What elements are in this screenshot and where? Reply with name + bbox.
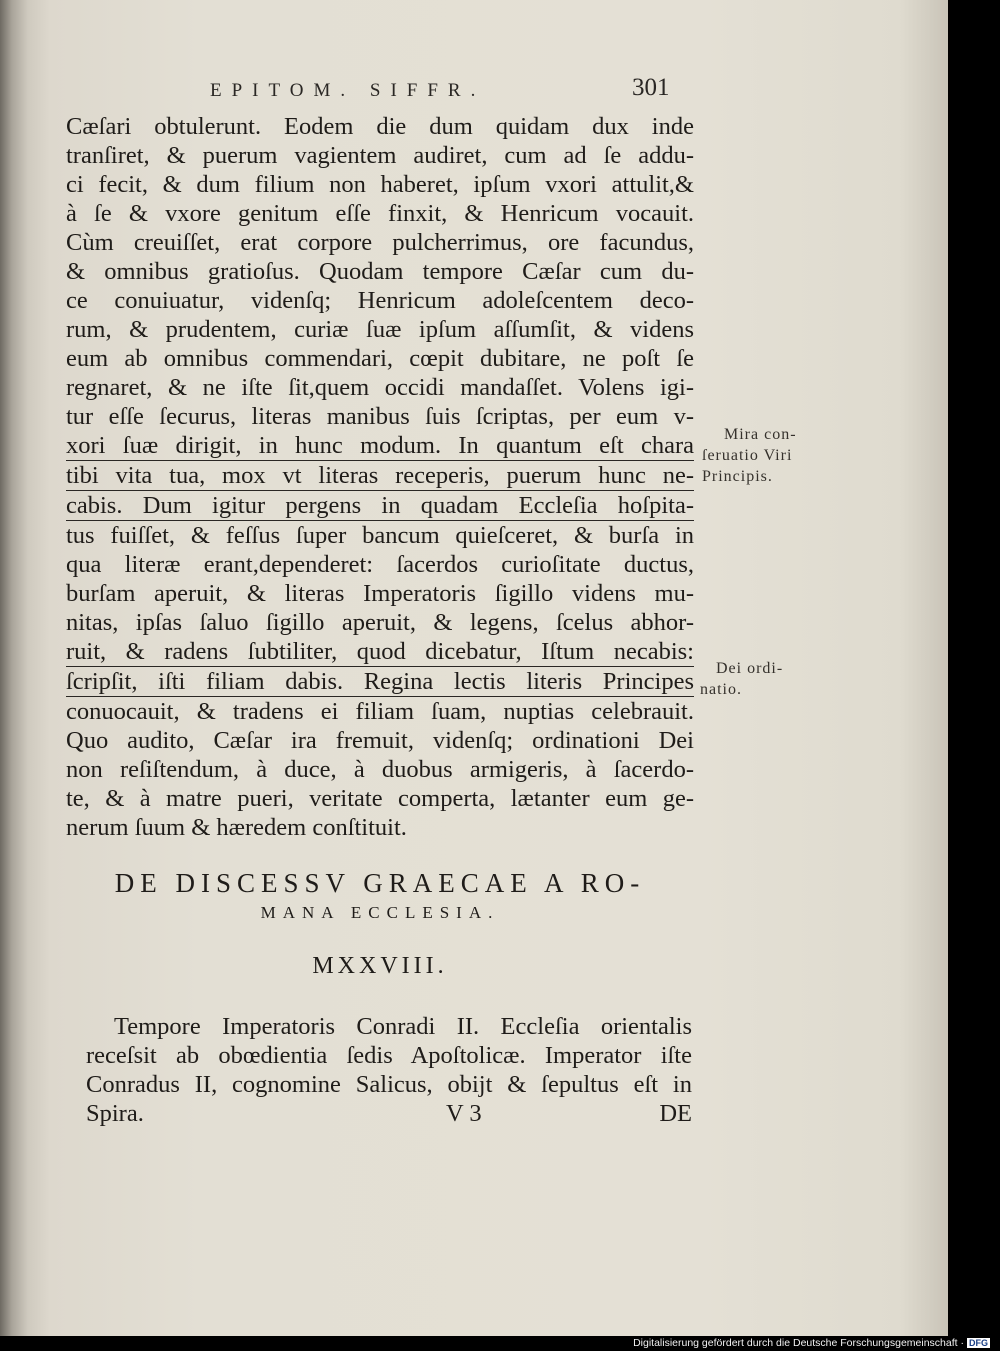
text-line: Cùm creuiſſet, erat corpore pulcherrimus, ore facundus, bbox=[66, 229, 694, 256]
text-line: tus fuiſſet, & feſſus ſuper bancum quieſceret, & burſa in bbox=[66, 522, 694, 549]
margin-note-line: ſeruatio Viri bbox=[702, 447, 793, 464]
text-line: conuocauit, & tradens ei filiam ſuam, nuptias celebrauit. bbox=[66, 698, 694, 725]
text-line: tur eſſe ſecurus, literas manibus ſuis ſcriptas, per eum v- bbox=[66, 403, 694, 430]
text-line: nerum ſuum & hæredem conſtituit. bbox=[66, 814, 407, 841]
text-line: te, & à matre pueri, veritate comperta, lætanter eum ge- bbox=[66, 785, 694, 812]
section-year: MXXVIII. bbox=[312, 953, 448, 979]
section-text-block bbox=[86, 1012, 692, 1099]
running-head: EPITOM. SIFFR. bbox=[210, 80, 486, 101]
digitization-credit: Digitalisierung gefördert durch die Deutsche Forschungsgemeinschaft · DFG bbox=[633, 1337, 988, 1349]
text-line: rum, & prudentem, curiæ ſuæ ipſum aſſumſit, & videns bbox=[66, 316, 694, 343]
text-line: qua literæ erant,dependeret: ſacerdos curioſitate ductus, bbox=[66, 551, 694, 578]
text-line-underlined: ruit, & radens ſubtiliter, quod dicebatur, Iſtum necabis: bbox=[66, 638, 694, 665]
text-line: tranſiret, & puerum vagientem audiret, cum ad ſe addu- bbox=[66, 142, 694, 169]
text-line: Conradus II, cognomine Salicus, obijt & ſepultus eſt in bbox=[86, 1071, 692, 1098]
signature-mark: V 3 bbox=[446, 1100, 482, 1127]
text-line: & omnibus gratioſus. Quodam tempore Cæſar cum du- bbox=[66, 258, 694, 285]
section-heading: DE DISCESSV GRAECAE A RO- bbox=[114, 868, 646, 898]
text-line-underlined: xori ſuæ dirigit, in hunc modum. In quantum eſt chara bbox=[66, 432, 694, 459]
text-line: ce conuiuatur, videnſq; Henricum adoleſcentem deco- bbox=[66, 287, 694, 314]
text-line: Cæſari obtulerunt. Eodem die dum quidam dux inde bbox=[66, 113, 694, 140]
dfg-logo: DFG bbox=[969, 1338, 988, 1348]
margin-note-conservation bbox=[702, 424, 797, 487]
margin-note-line: natio. bbox=[700, 681, 742, 698]
text-line: receſsit ab obœdientia ſedis Apoſtolicæ. Imperator iſte bbox=[86, 1042, 692, 1069]
text-line: eum ab omnibus commendari, cœpit dubitare, ne poſt ſe bbox=[66, 345, 694, 372]
margin-note-line: Principis. bbox=[702, 468, 773, 485]
text-line: regnaret, & ne iſte ſit,quem occidi mandaſſet. Volens igi- bbox=[66, 374, 694, 401]
text-line: Quo audito, Cæſar ira fremuit, videnſq; ordinationi Dei bbox=[66, 727, 694, 754]
margin-note-divine-order bbox=[700, 658, 783, 700]
text-line: ci fecit, & dum filium non haberet, ipſum vxori attulit,& bbox=[66, 171, 694, 198]
margin-note-line: Mira con- bbox=[724, 426, 797, 443]
section-subheading: MANA ECCLESIA. bbox=[260, 903, 500, 922]
text-line: Tempore Imperatoris Conradi II. Eccleſia orientalis bbox=[114, 1013, 692, 1040]
text-line: non reſiſtendum, à duce, à duobus armigeris, à ſacerdo- bbox=[66, 756, 694, 783]
main-text-block bbox=[66, 112, 694, 842]
catchword: DE bbox=[659, 1100, 692, 1127]
text-line: à ſe & vxore genitum eſſe finxit, & Henricum vocauit. bbox=[66, 200, 694, 227]
text-line: burſam aperuit, & literas Imperatoris ſigillo videns mu- bbox=[66, 580, 694, 607]
text-line-underlined: tibi vita tua, mox vt literas receperis, puerum hunc ne- bbox=[66, 462, 694, 489]
text-line: nitas, ipſas ſaluo ſigillo aperuit, & legens, ſcelus abhor- bbox=[66, 609, 694, 636]
text-line-underlined: cabis. Dum igitur pergens in quadam Eccleſia hoſpita- bbox=[66, 492, 694, 519]
text-line: Spira. bbox=[86, 1100, 144, 1127]
margin-note-line: Dei ordi- bbox=[716, 660, 784, 677]
page-number: 301 bbox=[632, 74, 670, 101]
credit-text: Digitalisierung gefördert durch die Deutsche Forschungsgemeinschaft bbox=[633, 1337, 958, 1349]
text-line-underlined: ſcripſit, iſti filiam dabis. Regina lectis literis Principes bbox=[66, 668, 694, 695]
